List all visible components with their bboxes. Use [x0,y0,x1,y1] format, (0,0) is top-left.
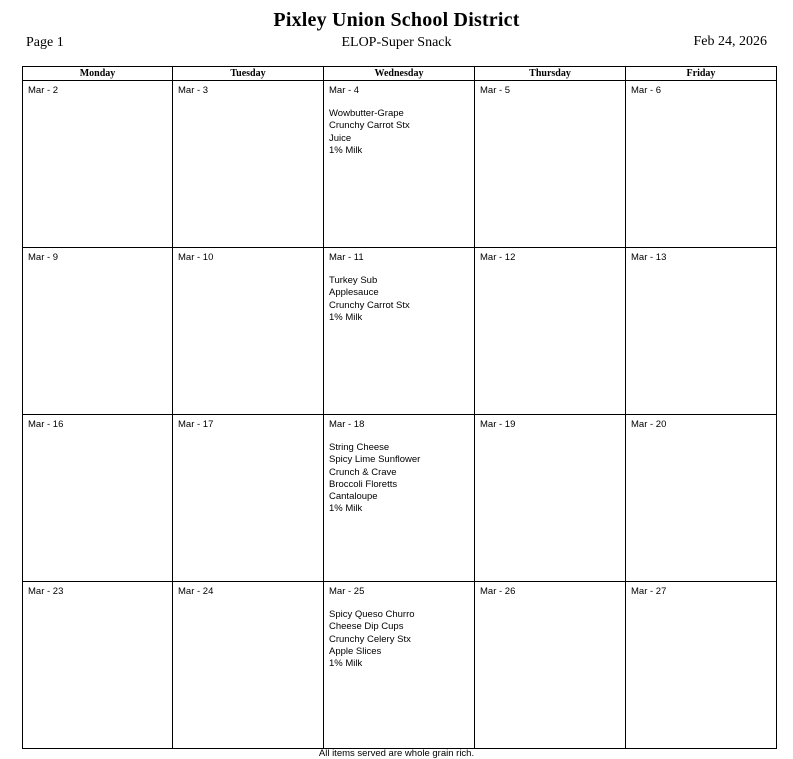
calendar-header-row [23,67,777,81]
day-label: Mar - 16 [28,419,64,430]
day-cell [626,582,777,749]
day-cell-inner [173,81,323,247]
day-cell [324,582,475,749]
menu-item: Cheese Dip Cups [329,621,404,633]
menu-item: Turkey Sub [329,275,378,286]
day-label: Mar - 25 [329,586,365,597]
day-label: Mar - 27 [631,586,667,597]
day-cell-inner [23,582,172,748]
menu-item-list [329,442,469,516]
day-cell-inner [475,248,625,414]
menu-subtitle: ELOP-Super Snack [341,35,452,50]
column-header-wednesday: Wednesday [324,67,475,81]
menu-item: Wowbutter-Grape [329,108,404,119]
day-cell [475,415,626,582]
menu-item: Broccoli Floretts [329,478,398,490]
day-label: Mar - 6 [631,85,662,96]
day-label: Mar - 11 [329,252,364,263]
menu-item: Spicy Queso Churro [329,609,415,620]
menu-item-list [329,108,469,157]
calendar-week-row [23,415,777,582]
day-label: Mar - 5 [480,85,511,96]
day-cell-inner [324,582,474,748]
day-label: Mar - 19 [480,419,516,430]
day-cell [475,81,626,248]
menu-item-list [329,609,469,670]
day-label: Mar - 26 [480,586,516,597]
menu-item: 1% Milk [329,658,363,670]
menu-item: Crunchy Carrot Stx [329,120,410,132]
day-label: Mar - 20 [631,419,667,430]
column-header-monday: Monday [23,67,173,81]
day-cell [23,582,173,749]
day-label: Mar - 13 [631,252,667,263]
menu-item: Cantaloupe [329,491,378,503]
menu-item: String Cheese [329,442,390,453]
day-cell-inner [324,415,474,581]
calendar-week-row [23,582,777,749]
day-cell [23,81,173,248]
day-cell [173,248,324,415]
day-label: Mar - 23 [28,586,64,597]
day-label: Mar - 18 [329,419,365,430]
day-cell [475,248,626,415]
day-cell-inner [173,415,323,581]
day-cell [173,81,324,248]
column-header-tuesday: Tuesday [173,67,324,81]
day-cell [626,248,777,415]
day-cell [173,415,324,582]
day-cell-inner [23,248,172,414]
day-cell-inner [173,248,323,414]
day-cell [324,248,475,415]
district-title: Pixley Union School District [273,9,520,31]
menu-item: 1% Milk [329,503,363,515]
day-cell-inner [475,582,625,748]
day-label: Mar - 9 [28,252,59,263]
calendar-header-row-group [23,67,777,81]
day-label: Mar - 2 [28,85,59,96]
calendar-container [22,66,771,749]
menu-item: Apple Slices [329,645,382,657]
day-label: Mar - 3 [178,85,209,96]
day-cell-inner [626,415,776,581]
menu-item: Crunch & Crave [329,466,397,478]
menu-item: Applesauce [329,287,379,299]
calendar-week-row [23,81,777,248]
menu-item-list [329,275,469,324]
day-cell [23,248,173,415]
print-date-label: Feb 24, 2026 [693,34,767,49]
menu-item: 1% Milk [329,144,363,156]
menu-item: 1% Milk [329,311,363,323]
day-cell [324,81,475,248]
menu-item: Spicy Lime Sunflower [329,454,421,466]
day-cell [626,415,777,582]
day-label: Mar - 24 [178,586,214,597]
day-cell-inner [23,81,172,247]
day-cell-inner [626,582,776,748]
menu-item: Crunchy Celery Stx [329,633,411,645]
day-cell-inner [173,582,323,748]
day-cell [324,415,475,582]
page-number-label: Page 1 [26,35,64,50]
day-cell-inner [626,81,776,247]
day-cell-inner [626,248,776,414]
day-label: Mar - 17 [178,419,214,430]
day-cell [23,415,173,582]
day-label: Mar - 10 [178,252,214,263]
day-cell [173,582,324,749]
day-cell [475,582,626,749]
day-cell-inner [324,248,474,414]
menu-calendar-table [22,66,777,749]
day-cell [626,81,777,248]
day-label: Mar - 4 [329,85,360,96]
column-header-thursday: Thursday [475,67,626,81]
calendar-body [23,81,777,749]
calendar-week-row [23,248,777,415]
day-cell-inner [23,415,172,581]
footer-note: All items served are whole grain rich. [318,748,475,759]
day-cell-inner [475,415,625,581]
menu-item: Crunchy Carrot Stx [329,299,410,311]
day-cell-inner [324,81,474,247]
column-header-friday: Friday [626,67,777,81]
day-label: Mar - 12 [480,252,516,263]
day-cell-inner [475,81,625,247]
menu-item: Juice [329,132,352,144]
